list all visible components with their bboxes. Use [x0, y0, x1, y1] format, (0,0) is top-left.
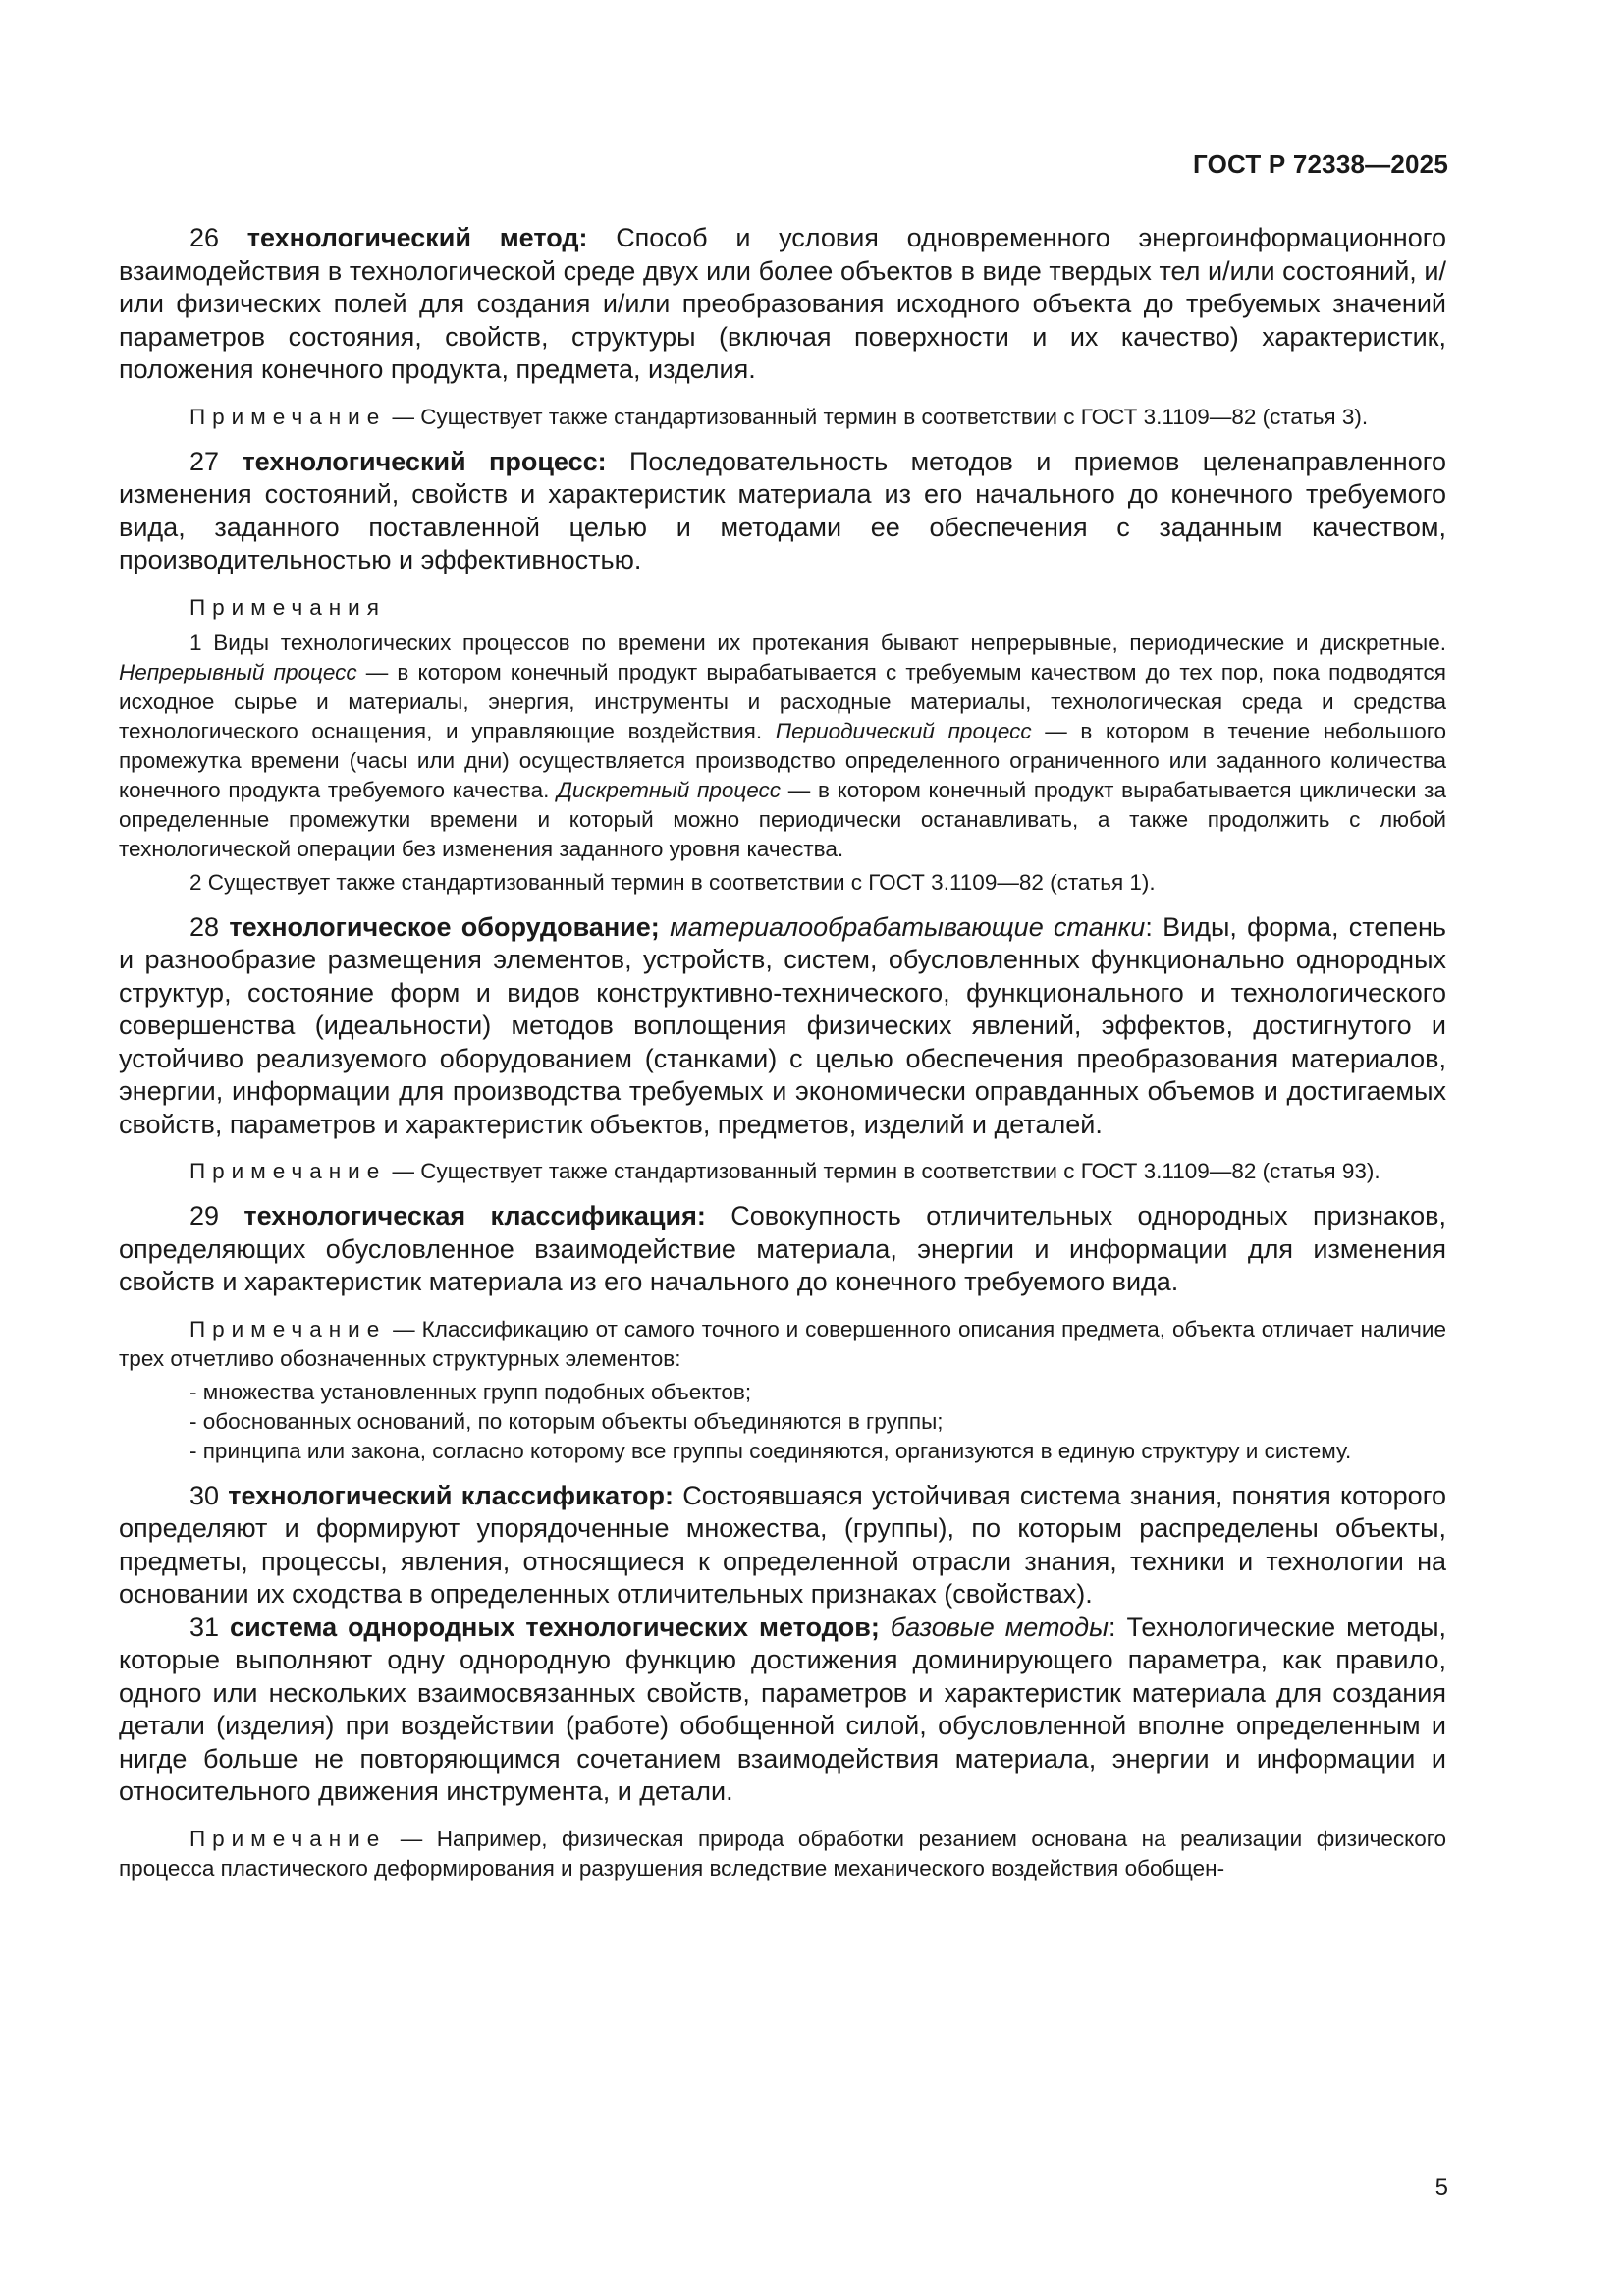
term-definition: Совокупность отличительных однородных признаков, определяющих обусловленное взаимодействие материала, энергии и информации для изменения свойств и характеристик материала из его начального до конечного требуемого вида. [119, 1201, 1446, 1296]
term-number: 29 [189, 1201, 220, 1230]
note-continuous-text: — в котором конечный продукт вырабатывается с требуемым качеством до тех пор, пока подводятся исходное сырье и материалы, энергия, инструменты и расходные материалы, технологическая среда и средства технологического оснащения, и управляющие воздействия. [119, 659, 1446, 743]
term-note-28 [119, 1157, 1446, 1186]
document-code: ГОСТ Р 72338—2025 [1193, 149, 1448, 179]
term-title: технологическое оборудование; [229, 911, 660, 942]
term-definition: Способ и условия одновременного энергоинформационного взаимодействия в технологической среде двух или более объектов в виде твердых тел и/или состояний, и/или физических полей для создания и/или преобразования исходного объекта до требуемых значений параметров состояния, свойств, структуры (включая поверхности и их качество) характеристик, положения конечного продукта, предмета, изделия. [119, 223, 1446, 384]
term-note-26 [119, 403, 1446, 432]
term-synonym: базовые методы [890, 1612, 1109, 1642]
term-note-31 [119, 1825, 1446, 1884]
note-periodic-term: Периодический процесс [775, 718, 1032, 743]
term-notes-heading-27 [119, 593, 1446, 623]
term-number: 31 [189, 1612, 220, 1642]
note-intro: 1 Виды технологических процессов по времени их протекания бывают непрерывные, периодические и дискретные. [189, 629, 1446, 655]
term-title: система однородных технологических методов; [230, 1612, 880, 1642]
term-entry-29 [119, 1200, 1446, 1299]
note-label: Примечание [189, 404, 387, 429]
list-item: - множества установленных групп подобных объектов; [189, 1379, 752, 1404]
term-number: 30 [189, 1480, 220, 1510]
note-label: Примечание [189, 1316, 387, 1341]
note-text: — Классификацию от самого точного и совершенного описания предмета, объекта отличает наличие трех отчетливо обозначенных структурных элементов: [119, 1316, 1446, 1371]
term-definition: : Технологические методы, которые выполняют одну однородную функцию достижения доминирующего параметра, как правило, одного или нескольких взаимосвязанных свойств, параметров и характеристик материала для создания детали (изделия) при воздействии (работе) обобщенной силой, обусловленной вполне определенным и нигде больше не повторяющимся сочетанием взаимодействия материала, энергии и информации и относительного движения инструмента, и детали. [119, 1612, 1446, 1806]
term-definition: : Виды, форма, степень и разнообразие размещения элементов, устройств, систем, обусловленных функционально однородных структур, состояние форм и видов конструктивно-технического, функционального и технологического совершенства (идеальности) методов воплощения физических явлений, эффектов, достигнутого и устойчиво реализуемого оборудованием (станками) с целью обеспечения преобразования материалов, энергии, информации для производства требуемых и экономически оправданных объемов и достигаемых свойств, параметров и характеристик объектов, предметов, изделий и деталей. [119, 911, 1446, 1139]
note-text: — Существует также стандартизованный термин в соответствии с ГОСТ 3.1109—82 (статья 93). [392, 1159, 1380, 1183]
note-continuous-term: Непрерывный процесс [119, 659, 357, 684]
list-item: - принципа или закона, согласно которому все группы соединяются, организуются в единую структуру и систему. [189, 1438, 1352, 1463]
term-title: технологическая классификация: [243, 1201, 706, 1230]
term-entry-31 [119, 1612, 1446, 1809]
note-label: Примечание [189, 1159, 387, 1183]
document-body [119, 222, 1446, 1897]
term-note-29 [119, 1315, 1446, 1374]
term-title: технологический классификатор: [228, 1480, 675, 1510]
term-synonym: материалообрабатывающие станки [670, 911, 1146, 942]
note-text: — Например, физическая природа обработки резанием основана на реализации физического процесса пластического деформирования и разрушения вследствие механического воздействия обобщен- [119, 1826, 1446, 1881]
note-periodic-text: — в котором в течение небольшого промежутка времени (часы или дни) осуществляется производство определенного ограниченного или заданного количества конечного продукта требуемого качества. [119, 718, 1446, 802]
note-discrete-text: — в котором конечный продукт вырабатывается циклически за определенные промежутки времени и который можно периодически останавливать, а также продолжить с любой технологической операции без изменения заданного уровня качества. [119, 777, 1446, 861]
note-label: Примечание [189, 1826, 387, 1851]
list-item: - обоснованных оснований, по которым объекты объединяются в группы; [189, 1408, 944, 1434]
term-number: 26 [189, 223, 220, 252]
term-number: 28 [189, 911, 220, 942]
page-number: 5 [1434, 2174, 1448, 2201]
term-number: 27 [189, 446, 220, 476]
term-note-27-2: 2 Существует также стандартизованный термин в соответствии с ГОСТ 3.1109—82 (статья 1). [189, 869, 1156, 895]
term-entry-30 [119, 1480, 1446, 1612]
term-title: технологический процесс: [242, 446, 607, 476]
term-entry-27 [119, 446, 1446, 577]
term-definition: Последовательность методов и приемов целенаправленного изменения состояний, свойств и характеристик материала из его начального до конечного требуемого вида, заданного поставленной целью и методами ее обеспечения с заданным качеством, производительностью и эффективностью. [119, 446, 1446, 574]
term-title: технологический метод: [246, 223, 588, 252]
notes-label: Примечания [189, 594, 386, 620]
term-note-27-1 [119, 629, 1446, 864]
term-definition: Состоявшаяся устойчивая система знания, понятия которого определяют и формируют упорядоченные множества, (группы), по которым распределены объекты, предметы, процессы, явления, относящиеся к определенной отрасли знания, техники и технологии на основании их сходства в определенных отличительных признаках (свойствах). [119, 1480, 1446, 1609]
note-text: — Существует также стандартизованный термин в соответствии с ГОСТ 3.1109—82 (статья 3). [392, 404, 1369, 429]
term-entry-26 [119, 222, 1446, 387]
note-discrete-term: Дискретный процесс [557, 777, 782, 802]
term-entry-28 [119, 911, 1446, 1142]
